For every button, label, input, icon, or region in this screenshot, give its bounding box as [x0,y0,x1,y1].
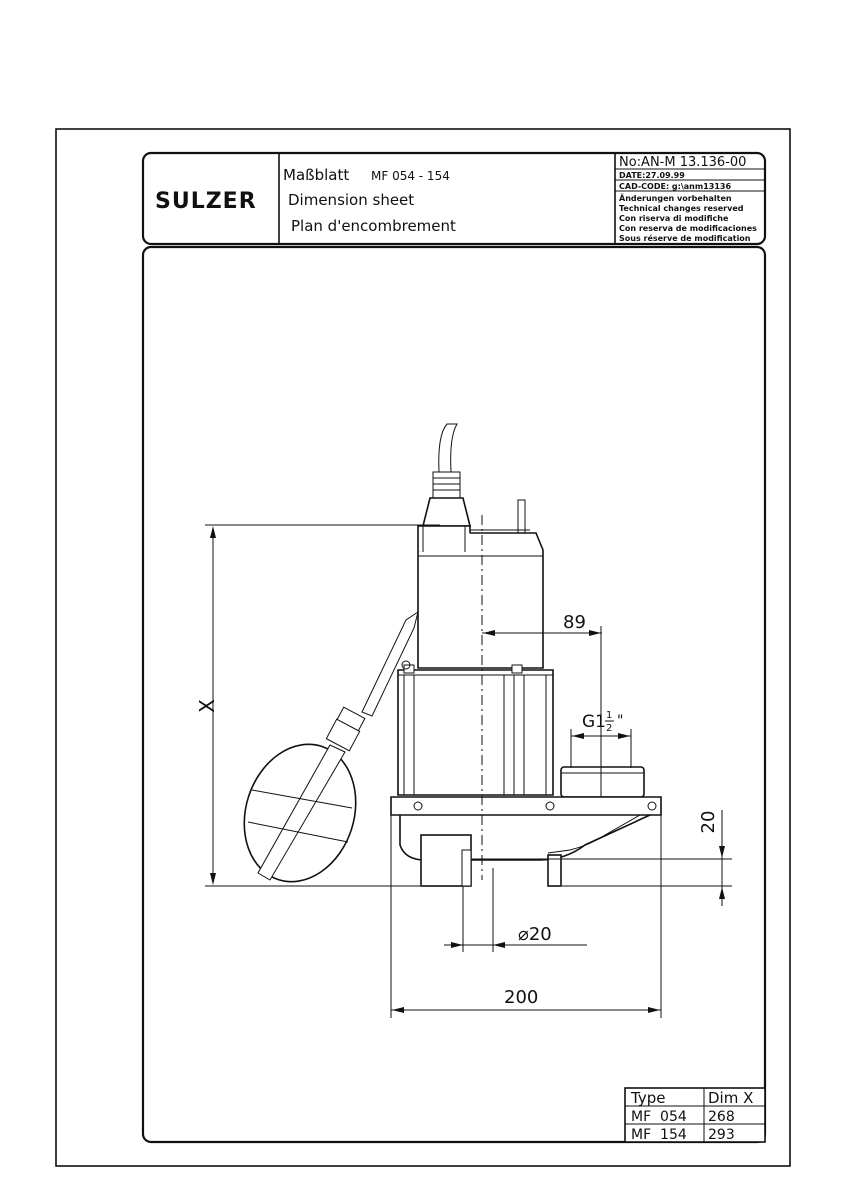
dim-base-width: 200 [504,987,539,1008]
title-german: Maßblatt [283,166,350,184]
pump-drawing [227,424,661,896]
notice-italian: Con riserva di modifiche [619,214,729,223]
notice-english: Technical changes reserved [619,204,744,213]
dim-x-label: X [195,699,219,713]
table-cell-dim: 293 [708,1127,735,1143]
outlet-flange [561,767,644,797]
table-header-dim: Dim X [708,1089,754,1107]
notice-spanish: Con reserva de modificaciones [619,224,757,233]
float-switch [227,612,418,896]
sulzer-logo: SULZER [155,189,257,214]
base-volute [391,797,661,886]
power-cable [423,424,470,526]
dim-inlet-diameter: ⌀20 [518,924,552,945]
document-number: No:AN-M 13.136-00 [619,155,747,170]
dim-thread: G1 [582,712,606,732]
dim-outlet-offset: 89 [563,612,586,633]
notice-german: Änderungen vorbehalten [619,194,732,203]
dim-thread-suffix: " [617,713,624,729]
cad-code: CAD-CODE: g:\anm13136 [619,182,732,191]
model-range: MF 054 - 154 [371,169,450,183]
title-english: Dimension sheet [288,191,415,209]
dim-thread-fraction-denominator: 2 [606,723,613,734]
table-cell-type: MF 054 [631,1109,687,1125]
document-date: DATE:27.09.99 [619,171,685,180]
motor-housing [418,526,543,668]
type-table [625,1088,765,1143]
title-block [143,153,765,244]
dim-outlet-height: 20 [698,810,719,834]
dim-thread-fraction-numerator: 1 [606,710,613,721]
title-french: Plan d'encombrement [291,217,456,235]
table-header-type: Type [631,1089,666,1107]
pump-body [398,665,553,795]
table-cell-type: MF 154 [631,1127,687,1143]
table-cell-dim: 268 [708,1109,735,1125]
notice-french: Sous réserve de modification [619,234,751,243]
